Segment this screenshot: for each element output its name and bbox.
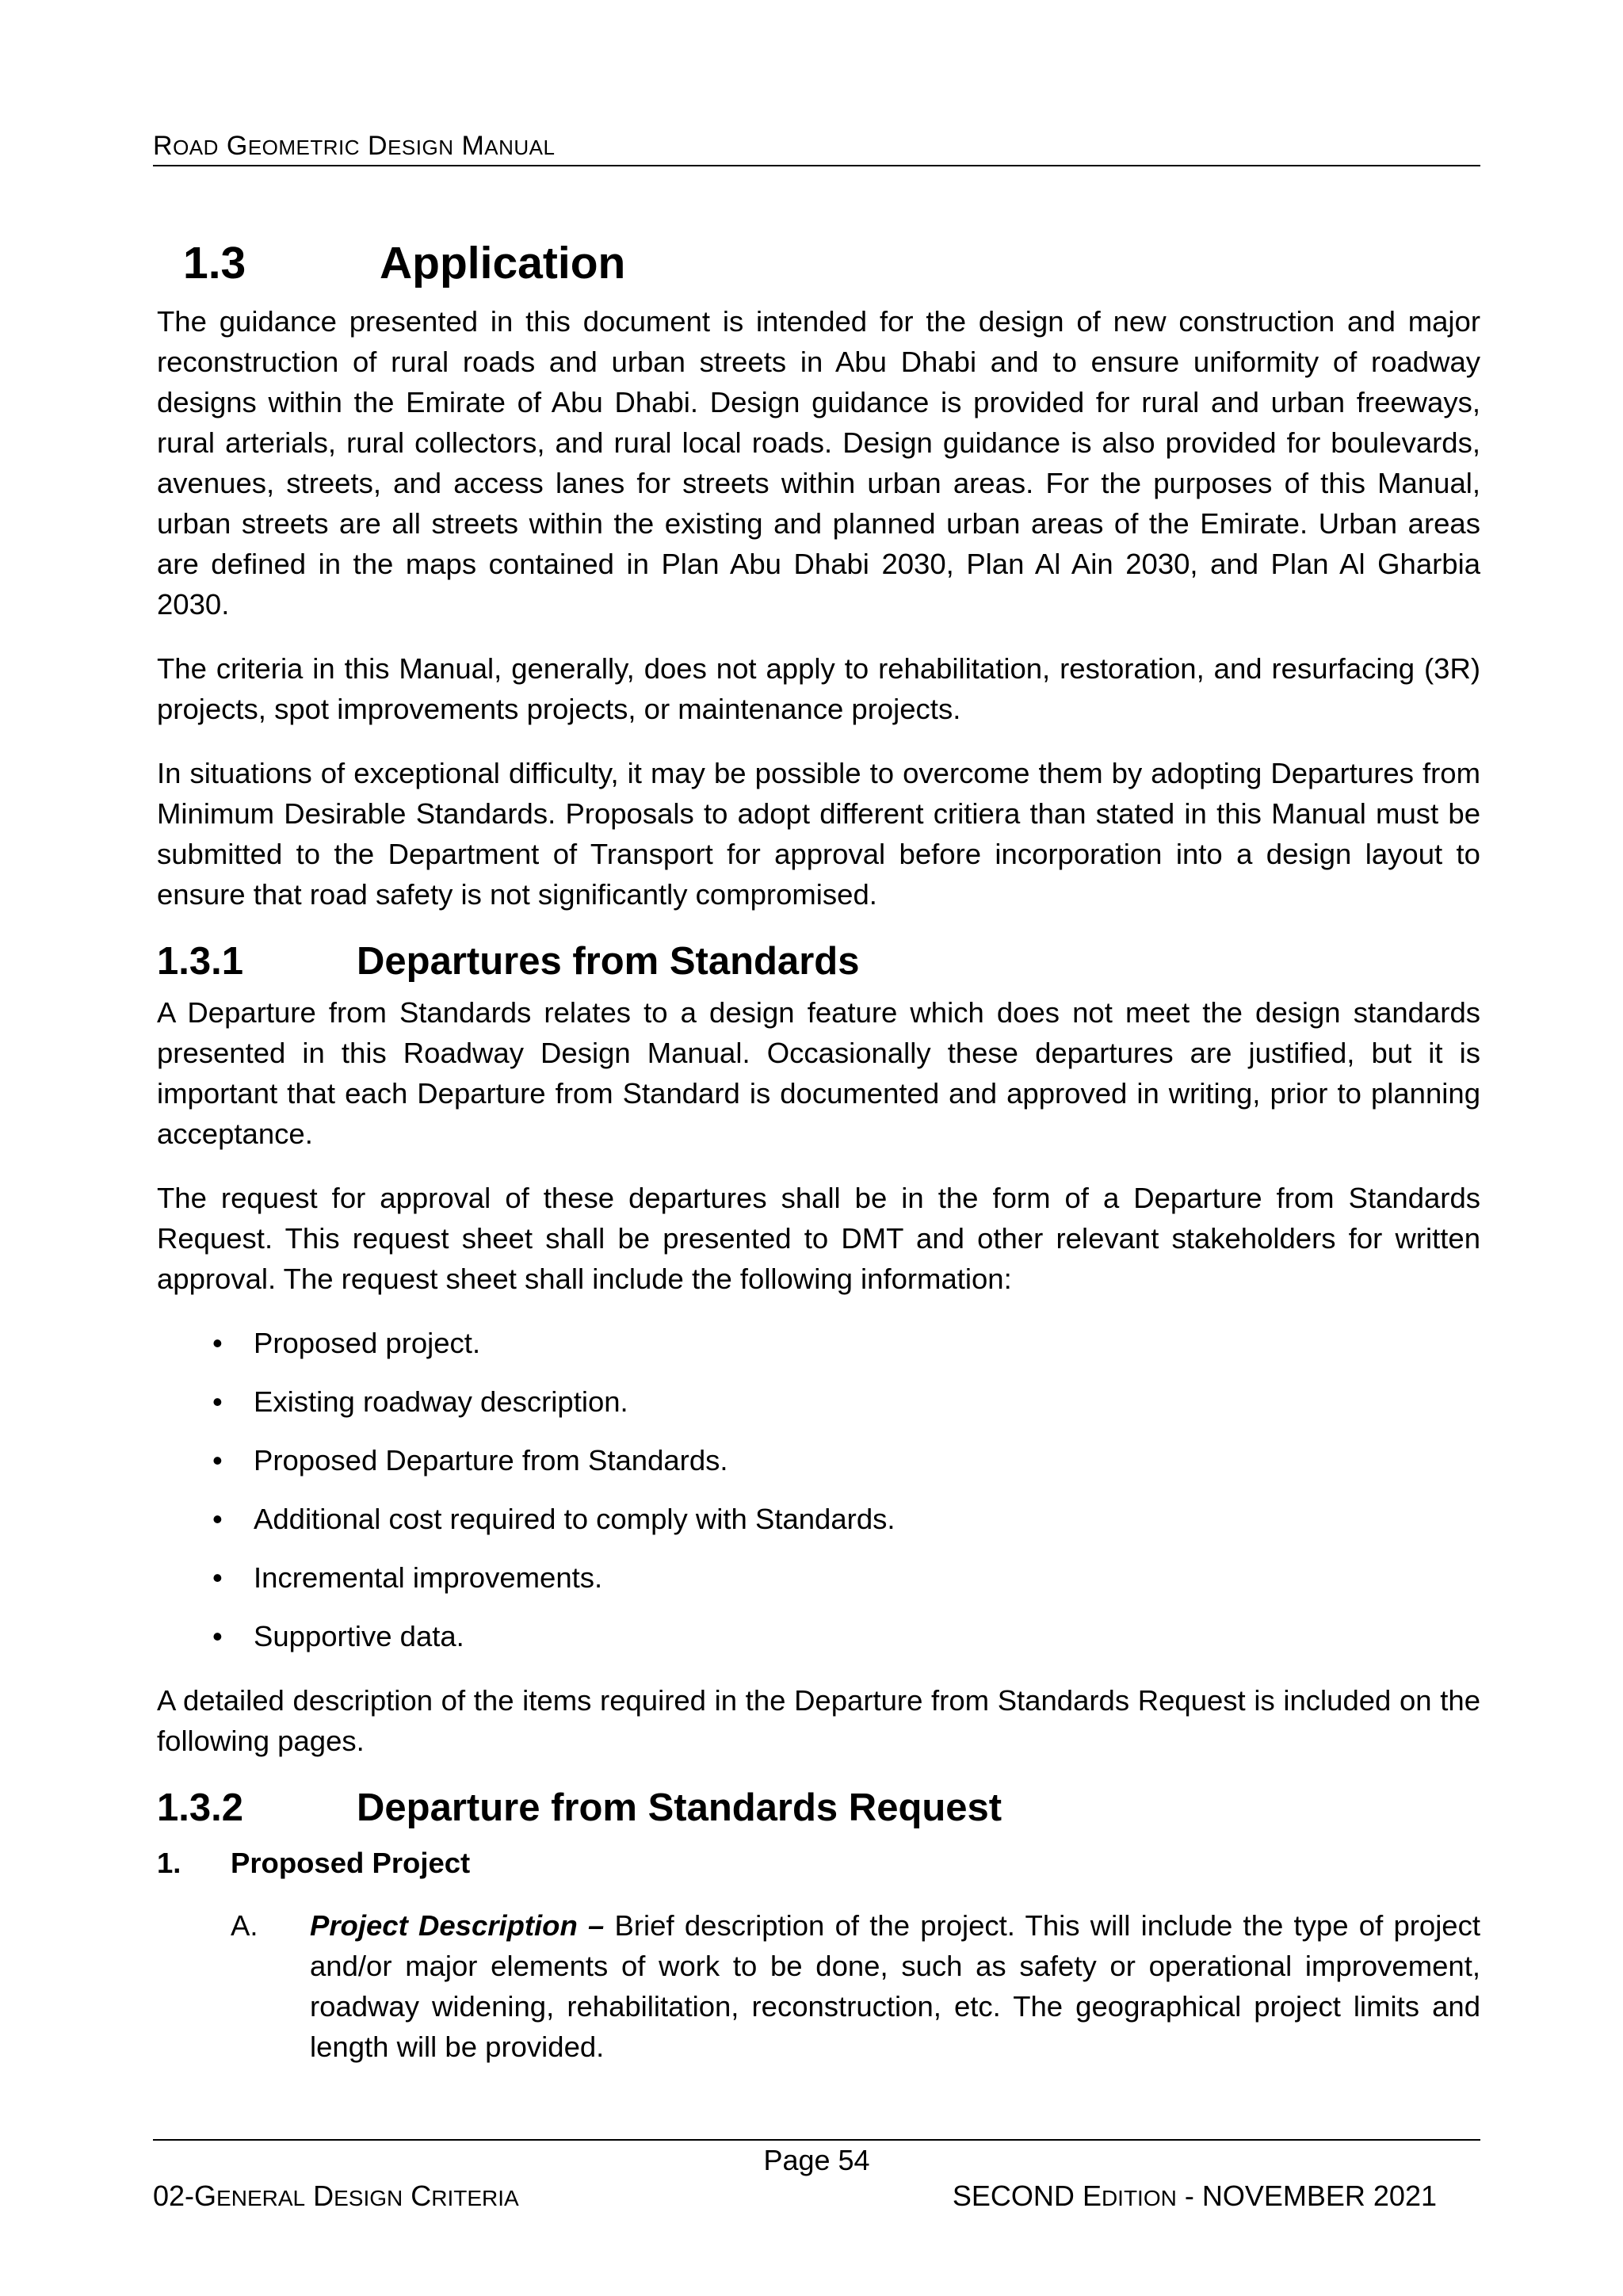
list-item-text: Proposed Departure from Standards. <box>254 1444 728 1477</box>
footer-text: D <box>313 2179 334 2212</box>
list-item <box>157 1616 1480 1656</box>
subsection-heading <box>157 1785 1480 1832</box>
bullet-list <box>157 1323 1480 1656</box>
item-title: Proposed Project <box>231 1847 471 1880</box>
running-header <box>153 131 555 162</box>
bullet-icon: • <box>212 1385 223 1419</box>
section-title: Application <box>380 238 626 288</box>
footer-text: E <box>1082 2179 1102 2212</box>
footer-text: RITERIA <box>431 2186 519 2210</box>
header-text: M <box>461 131 485 161</box>
lettered-item <box>231 1905 1480 2067</box>
subsection-title: Departure from Standards Request <box>357 1786 1002 1830</box>
footer-edition <box>953 2179 1437 2213</box>
paragraph: The criteria in this Manual, generally, does not apply to rehabilitation, restoration, and resurfacing (3R) projects, spot improvements projects, or maintenance projects. <box>157 651 1480 725</box>
list-item-text: Additional cost required to comply with Standards. <box>254 1503 896 1536</box>
bullet-icon: • <box>212 1503 223 1536</box>
footer-text: SECOND <box>952 2179 1075 2212</box>
footer-text: 02- <box>153 2179 195 2212</box>
list-item <box>157 1381 1480 1422</box>
page-number: Page 54 <box>763 2144 870 2176</box>
list-item-text: Proposed project. <box>254 1327 481 1360</box>
list-item <box>157 1557 1480 1598</box>
page-content <box>157 238 1480 2067</box>
paragraph: In situations of exceptional difficulty, it may be possible to overcome them by adopting Departures from Minimum Desirable Standards. Proposals to adopt different critiera than stated in this Manual must be submitted to the Department of Transport for approval before incorporation into a design layout to ensure that road safety is not significantly compromised. <box>157 756 1480 911</box>
header-text: D <box>368 131 388 161</box>
document-page <box>153 0 1480 2296</box>
item-description: Brief description of the project. This will include the type of project and/or major elements of work to be done, such as safety or operational improvement, roadway widening, rehabilitation, reconstruction, etc. The geographical project limits and length will be provided. <box>310 1909 1481 2064</box>
bullet-icon: • <box>212 1561 223 1595</box>
header-rule <box>153 165 1480 166</box>
footer-text: DITION <box>1101 2186 1177 2210</box>
list-item <box>157 1323 1480 1363</box>
item-text <box>310 1905 1480 2067</box>
item-term: Project Description – <box>310 1909 605 1943</box>
header-text: ANUAL <box>484 136 556 159</box>
header-text: OAD <box>173 136 219 159</box>
bullet-icon: • <box>212 1444 223 1477</box>
footer-text: C <box>411 2179 432 2212</box>
list-item <box>157 1440 1480 1480</box>
bullet-icon: • <box>212 1620 223 1653</box>
footer-text: NOVEMBER 2021 <box>1201 2179 1437 2212</box>
section-heading <box>157 238 1480 290</box>
list-item-text: Existing roadway description. <box>254 1385 628 1419</box>
paragraph: A detailed description of the items required in the Departure from Standards Request is included on the following pages. <box>157 1684 1480 1758</box>
header-text: G <box>226 131 248 161</box>
footer-text: ESIGN <box>334 2186 403 2210</box>
bullet-icon: • <box>212 1327 223 1360</box>
footer-text: G <box>194 2179 217 2212</box>
item-number: 1. <box>157 1847 181 1880</box>
subsection-title: Departures from Standards <box>357 939 860 983</box>
footer-chapter <box>153 2179 519 2213</box>
footer-rule <box>153 2139 1480 2141</box>
subsection-heading <box>157 938 1480 985</box>
footer-text: - <box>1184 2179 1194 2212</box>
header-text: ESIGN <box>388 136 454 159</box>
paragraph: A Departure from Standards relates to a design feature which does not meet the design standards presented in this Roadway Design Manual. Occasionally these departures are justified, but it is important that each Departure from Standard is documented and approved in writing, prior to planning acceptance. <box>157 996 1480 1151</box>
footer-text: ENERAL <box>216 2186 306 2210</box>
paragraph: The guidance presented in this document is intended for the design of new construction and major reconstruction of rural roads and urban streets in Abu Dhabi and to ensure uniformity of roadway designs within the Emirate of Abu Dhabi. Design guidance is provided for rural and urban freeways, rural arterials, rural collectors, and rural local roads. Design guidance is also provided for boulevards, avenues, streets, and access lanes for streets within urban areas. For the purposes of this Manual, urban streets are all streets within the existing and planned urban areas of the Emirate. Urban areas are defined in the maps contained in Plan Abu Dhabi 2030, Plan Al Ain 2030, and Plan Al Gharbia 2030. <box>157 304 1480 621</box>
header-text: EOMETRIC <box>247 136 361 159</box>
numbered-item-heading <box>157 1843 1480 1883</box>
subsection-number: 1.3.2 <box>157 1786 243 1830</box>
list-item-text: Incremental improvements. <box>254 1561 603 1595</box>
list-item <box>157 1499 1480 1539</box>
paragraph: The request for approval of these departures shall be in the form of a Departure from Standards Request. This request sheet shall be presented to DMT and other relevant stakeholders for written approval. The request sheet shall include the following information: <box>157 1182 1480 1296</box>
section-number: 1.3 <box>183 238 246 288</box>
list-item-text: Supportive data. <box>254 1620 464 1653</box>
item-letter: A. <box>231 1909 258 1943</box>
header-text: R <box>153 131 174 161</box>
subsection-number: 1.3.1 <box>157 939 243 983</box>
